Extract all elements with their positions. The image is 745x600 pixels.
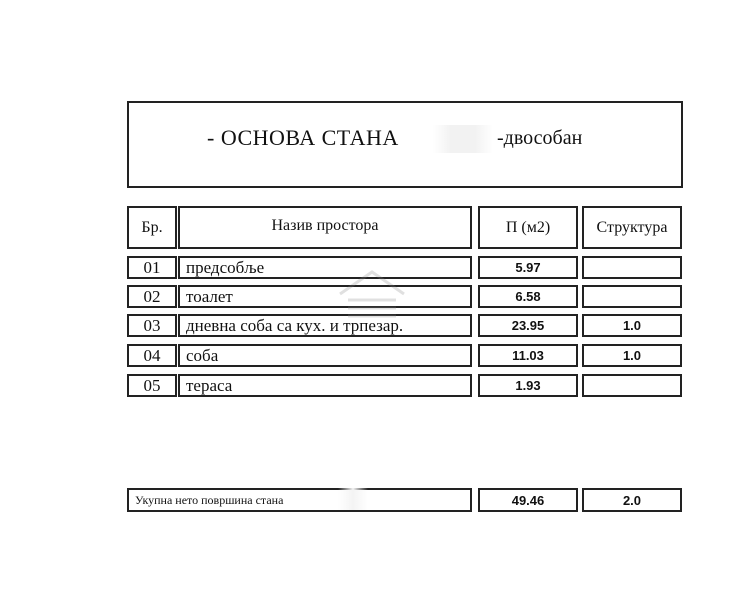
row-2-structure bbox=[582, 285, 682, 308]
header-structure: Структура bbox=[582, 206, 682, 249]
row-1-structure bbox=[582, 256, 682, 279]
row-1-no: 01 bbox=[127, 256, 177, 279]
row-3-name: дневна соба са кух. и трпезар. bbox=[178, 314, 472, 337]
row-3-area: 23.95 bbox=[478, 314, 578, 337]
page-title: - ОСНОВА СТАНА bbox=[207, 125, 399, 150]
row-5-area: 1.93 bbox=[478, 374, 578, 397]
row-2-name: тоалет bbox=[178, 285, 472, 308]
row-1-name: предсобље bbox=[178, 256, 472, 279]
total-structure: 2.0 bbox=[582, 488, 682, 512]
total-area: 49.46 bbox=[478, 488, 578, 512]
header-area: П (м2) bbox=[478, 206, 578, 249]
row-5-name: тераса bbox=[178, 374, 472, 397]
blurred-region bbox=[433, 125, 493, 153]
blurred-region bbox=[338, 488, 368, 510]
row-1-area: 5.97 bbox=[478, 256, 578, 279]
row-4-structure: 1.0 bbox=[582, 344, 682, 367]
row-2-no: 02 bbox=[127, 285, 177, 308]
row-5-structure bbox=[582, 374, 682, 397]
apartment-type: -двособан bbox=[497, 127, 583, 149]
row-3-structure: 1.0 bbox=[582, 314, 682, 337]
row-4-no: 04 bbox=[127, 344, 177, 367]
header-no: Бр. bbox=[127, 206, 177, 249]
row-3-no: 03 bbox=[127, 314, 177, 337]
row-2-area: 6.58 bbox=[478, 285, 578, 308]
row-4-name: соба bbox=[178, 344, 472, 367]
total-label: Укупна нето површина стана bbox=[127, 488, 472, 512]
header-name: Назив простора bbox=[178, 206, 472, 249]
row-4-area: 11.03 bbox=[478, 344, 578, 367]
row-5-no: 05 bbox=[127, 374, 177, 397]
watermark-icon bbox=[336, 268, 408, 322]
title-box bbox=[127, 101, 683, 188]
